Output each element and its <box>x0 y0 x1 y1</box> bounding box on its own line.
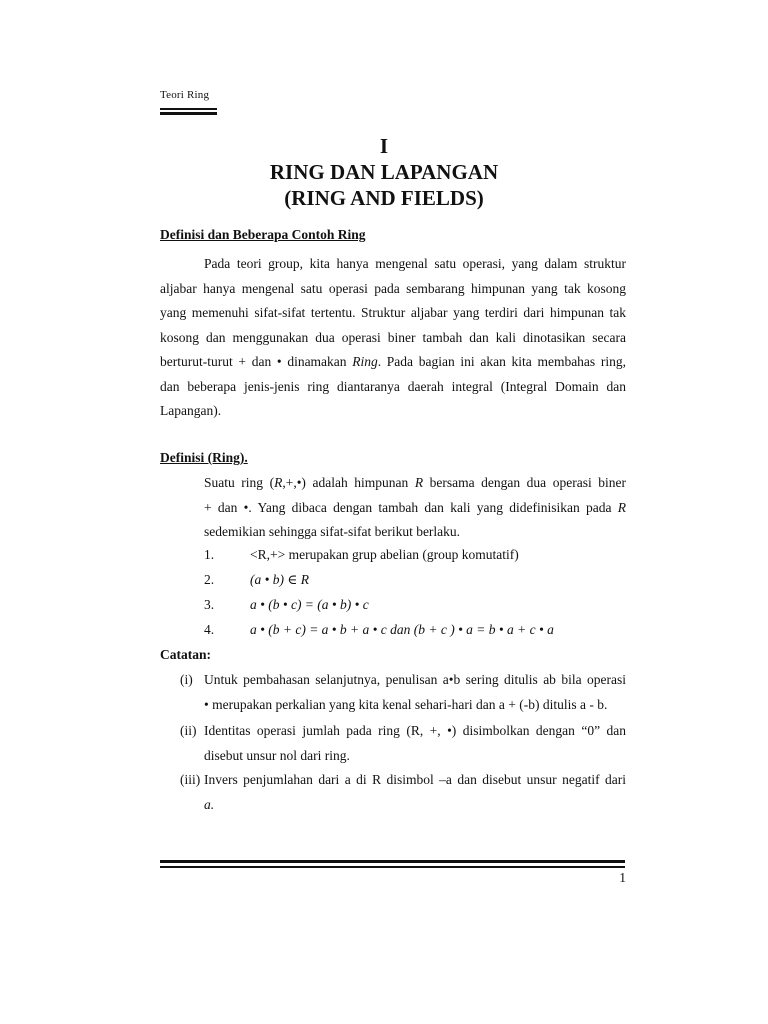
chapter-subtitle: (RING AND FIELDS) <box>284 186 484 210</box>
note-item <box>180 668 626 717</box>
note-line: disebut unsur nol dari ring. <box>204 747 350 763</box>
paragraph-line <box>160 350 626 375</box>
definition-body <box>204 471 626 545</box>
note-label: (ii) <box>180 723 197 738</box>
paragraph-line: Lapangan). <box>160 403 222 418</box>
header-rule-thick <box>160 112 217 115</box>
symbol-R: R <box>617 499 626 515</box>
property-text: a • (b + c) = a • b + a • c dan (b + c ) • a = b • a + c • a <box>250 622 554 637</box>
note-item <box>180 768 626 817</box>
paragraph-line: Pada teori group, kita hanya mengenal satu operasi, yang dalam struktur <box>204 256 626 271</box>
definition-text: + dan •. Yang dibaca dengan tambah dan kali yang didefinisikan pada <box>204 499 618 515</box>
footer-rule-thick <box>160 860 625 863</box>
paragraph-text: berturut-turut + dan • dinamakan <box>160 354 353 369</box>
definition-text: bersama dengan dua operasi biner <box>423 475 626 490</box>
note-item <box>180 719 626 768</box>
section-heading: Definisi dan Beberapa Contoh Ring <box>160 227 366 242</box>
ring-term: Ring <box>352 354 378 369</box>
property-number: 2. <box>204 572 215 587</box>
paragraph-line: kosong dan menggunakan dua operasi biner tambah dan kali dinotasikan secara <box>160 329 626 345</box>
property-number: 3. <box>204 597 215 612</box>
note-label: (i) <box>180 672 193 687</box>
property-text: a • (b • c) = (a • b) • c <box>250 597 369 612</box>
property-text: <R,+> merupakan grup abelian (group komutatif) <box>250 547 519 562</box>
page-number: 1 <box>619 870 626 885</box>
definition-text: ,+,•) adalah himpunan <box>282 475 415 490</box>
paragraph-text: . Pada bagian ini akan kita membahas ring, <box>377 354 626 369</box>
definition-line <box>204 471 626 496</box>
running-header: Teori Ring <box>160 89 210 101</box>
property-text: (a • b) ∈ R <box>250 572 309 587</box>
note-line: Identitas operasi jumlah pada ring (R, +, •) disimbolkan dengan “0” dan <box>204 723 626 738</box>
property-number: 1. <box>204 547 215 562</box>
definition-heading: Definisi (Ring). <box>160 450 248 465</box>
symbol-R: R <box>414 475 424 490</box>
definition-line <box>204 496 626 521</box>
definition-text: Suatu ring ( <box>204 475 275 490</box>
notes-heading: Catatan: <box>160 647 211 662</box>
paragraph-line: yang memenuhi sifat-sifat tertentu. Struktur aljabar yang terdiri dari himpunan tak <box>160 305 626 320</box>
intro-paragraph <box>160 252 626 424</box>
note-line: Untuk pembahasan selanjutnya, penulisan a•b sering ditulis ab bila operasi <box>204 672 626 687</box>
paragraph-line: aljabar hanya mengenal satu operasi pada sembarang himpunan yang tak kosong <box>160 280 626 296</box>
paragraph-line: dan beberapa jenis-jenis ring diantaranya daerah integral (Integral Domain dan <box>160 378 626 394</box>
footer-rule <box>160 866 625 868</box>
note-line: • merupakan perkalian yang kita kenal sehari-hari dan a + (-b) ditulis a - b. <box>204 696 608 712</box>
property-number: 4. <box>204 622 215 637</box>
note-line: Invers penjumlahan dari a di R disimbol –a dan disebut unsur negatif dari <box>204 772 626 787</box>
chapter-title: RING DAN LAPANGAN <box>269 160 499 184</box>
header-rule <box>160 108 217 110</box>
definition-line: sedemikian sehingga sifat-sifat berikut berlaku. <box>204 524 461 539</box>
symbol-R: R <box>274 475 283 490</box>
chapter-number: I <box>379 134 389 158</box>
note-label: (iii) <box>180 772 201 787</box>
note-line: a. <box>204 796 215 812</box>
